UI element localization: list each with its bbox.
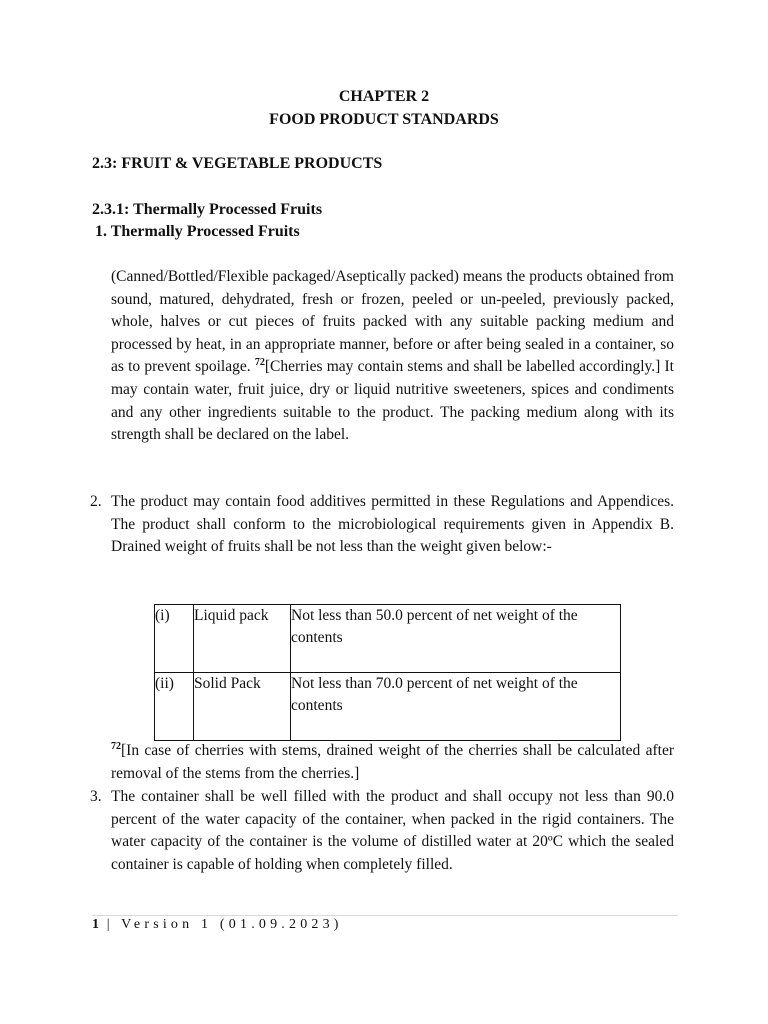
requirement: Not less than 50.0 percent of net weight of the contents — [291, 605, 621, 673]
row-index: (ii) — [155, 673, 194, 741]
definition-text-before: (Canned/Bottled/Flexible packaged/Aseptically packed) means the products obtained from sound, matured, dehydrated, fresh or frozen, peeled or un-peeled, previously packed, whole, halves or cut pieces of fruits packed with any suitable packing medium and processed by heat, in an appropriate manner, before or after being sealed in a container, so as to prevent spoilage. — [111, 268, 674, 376]
footer-separator: | — [99, 917, 122, 932]
table-row — [155, 673, 621, 741]
requirement: Not less than 70.0 percent of net weight of the contents — [291, 673, 621, 741]
list-item-text: The product may contain food additives permitted in these Regulations and Appendices. The product shall conform to the microbiological requirements given in Appendix B. Drained weight of fruits shall be not less than the weight given below:- — [111, 493, 674, 556]
version-label: Version 1 (01.09.2023) — [121, 917, 343, 932]
footer-divider — [92, 915, 678, 916]
list-item-3 — [90, 786, 674, 876]
page-footer — [92, 917, 343, 933]
definition-text-after: [Cherries may contain stems and shall be labelled accordingly.] It may contain water, fruit juice, dry or liquid nutritive sweeteners, spices and condiments and any other ingredients suitable to the product. The packing medium along with its strength shall be declared on the label. — [111, 358, 674, 444]
footnote-ref: 72 — [111, 740, 121, 752]
subsection-heading: 2.3.1: Thermally Processed Fruits — [92, 201, 323, 218]
footnote-ref: 72 — [254, 357, 265, 369]
list-number: 3. — [90, 788, 102, 805]
chapter-label: CHAPTER 2 — [338, 88, 430, 105]
item-heading: 1. Thermally Processed Fruits — [95, 223, 300, 240]
list-number: 2. — [90, 493, 102, 510]
drained-weight-table — [154, 604, 621, 741]
table-row — [155, 605, 621, 673]
section-heading: 2.3: FRUIT & VEGETABLE PRODUCTS — [92, 155, 383, 172]
pack-type: Solid Pack — [194, 673, 291, 741]
cherry-note-text: [In case of cherries with stems, drained weight of the cherries shall be calculated after removal of the stems from the cherries.] — [111, 742, 674, 782]
row-index: (i) — [155, 605, 194, 673]
chapter-title: FOOD PRODUCT STANDARDS — [269, 111, 499, 128]
definition-paragraph — [111, 266, 674, 447]
list-item-2 — [90, 491, 674, 559]
page-number: 1 — [92, 917, 99, 932]
list-item-text: The container shall be well filled with the product and shall occupy not less than 90.0 percent of the water capacity of the container, when packed in the rigid containers. The water capacity of the container is the volume of distilled water at 20ºC which the sealed container is capable of holding when completely filled. — [111, 788, 674, 873]
cherry-note — [111, 740, 674, 785]
pack-type: Liquid pack — [194, 605, 291, 673]
